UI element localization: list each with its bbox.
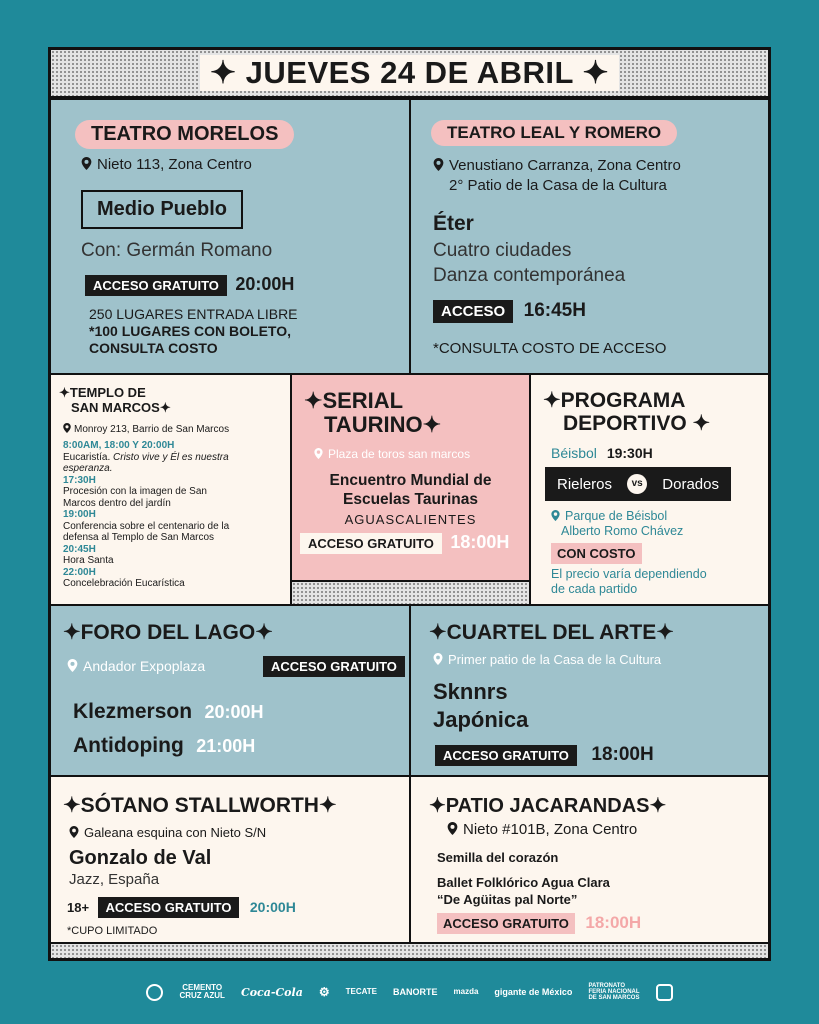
sport-row bbox=[551, 445, 653, 461]
cost-badge: CON COSTO bbox=[551, 543, 642, 564]
schedule-time: 8:00AM, 18:00 Y 20:00H bbox=[63, 440, 175, 451]
description-line-2: Danza contemporánea bbox=[433, 265, 626, 286]
sponsor-gigante: gigante de México bbox=[494, 986, 573, 997]
act-name: Semilla del corazón bbox=[437, 850, 559, 865]
location-pin-icon bbox=[433, 158, 444, 171]
schedule-time: 19:00H bbox=[63, 509, 96, 520]
address bbox=[81, 156, 252, 173]
teatro-leal-panel bbox=[409, 98, 768, 375]
schedule-desc: Concelebración Eucarística bbox=[63, 578, 185, 589]
address-text: Galeana esquina con Nieto S/N bbox=[84, 825, 267, 840]
sponsor-tecate: TECATE bbox=[345, 987, 377, 996]
address-text: Andador Expoplaza bbox=[83, 658, 206, 674]
venue-title: ✦TEMPLO DE SAN MARCOS✦ bbox=[59, 385, 171, 415]
show-time: 20:00H bbox=[249, 899, 296, 915]
event-title-line-2: Escuelas Taurinas bbox=[343, 491, 478, 508]
venue-title: ✦PROGRAMA DEPORTIVO ✦ bbox=[543, 389, 711, 435]
teatro-morelos-panel bbox=[51, 98, 411, 375]
access-badge: ACCESO GRATUITO bbox=[263, 656, 405, 677]
venue-title: ✦SERIAL TAURINO✦ bbox=[304, 388, 442, 437]
venue-title-text: FORO DEL LAGO bbox=[80, 621, 256, 644]
venue-title-line-1: TEMPLO DE bbox=[69, 385, 146, 400]
access-row bbox=[67, 897, 296, 918]
capacity-note: *CUPO LIMITADO bbox=[67, 925, 158, 937]
team-away: Dorados bbox=[662, 475, 719, 493]
sponsor-cocacola: Coca-Cola bbox=[240, 985, 303, 999]
venue-title-text: CUARTEL DEL ARTE bbox=[446, 621, 657, 644]
venue-title: ✦CUARTEL DEL ARTE✦ bbox=[429, 621, 674, 644]
templo-panel bbox=[51, 373, 292, 606]
show-title: Medio Pueblo bbox=[81, 190, 243, 229]
location-pin-icon bbox=[551, 510, 560, 521]
event-title-line-1: Encuentro Mundial de bbox=[329, 472, 492, 489]
venue-title-line-1: PROGRAMA bbox=[560, 389, 686, 412]
capacity-line: 250 LUGARES ENTRADA LIBRE bbox=[89, 306, 298, 322]
venue-title: ✦PATIO JACARANDAS✦ bbox=[429, 795, 667, 817]
show-time: 18:00H bbox=[591, 744, 654, 765]
address bbox=[67, 658, 205, 674]
act-name: Ballet Folklórico Agua Clara bbox=[437, 875, 610, 890]
access-badge: ACCESO bbox=[433, 300, 513, 323]
schedule-desc: Hora Santa bbox=[63, 555, 114, 566]
matchup-bar bbox=[545, 467, 731, 501]
capacity-note bbox=[89, 306, 298, 357]
act-name: Klezmerson bbox=[73, 700, 193, 723]
act-name: Antidoping bbox=[73, 734, 184, 757]
sponsor-seal-icon bbox=[146, 984, 163, 1001]
schedule-desc bbox=[63, 452, 288, 464]
venue-title: ✦FORO DEL LAGO✦ bbox=[63, 621, 273, 644]
address-text: Nieto 113, Zona Centro bbox=[97, 156, 252, 173]
schedule-desc-italic: Cristo vive y Él es nuestra bbox=[113, 451, 229, 463]
address-text: Primer patio de la Casa de la Cultura bbox=[448, 652, 662, 667]
schedule-time: 22:00H bbox=[63, 566, 96, 578]
sponsor-patronato bbox=[588, 983, 639, 1001]
show-description bbox=[433, 238, 625, 288]
fair-logo-icon bbox=[656, 984, 673, 1001]
cost-note: *CONSULTA COSTO DE ACCESO bbox=[433, 340, 667, 357]
show-time: 16:45H bbox=[523, 300, 586, 321]
patio-panel bbox=[409, 775, 768, 945]
access-badge: ACCESO GRATUITO bbox=[300, 533, 442, 554]
serial-taurino-panel bbox=[290, 373, 531, 606]
lineup bbox=[73, 696, 264, 764]
show-artist: Con: Germán Romano bbox=[81, 240, 273, 261]
show-title: Éter bbox=[433, 212, 474, 235]
access-row bbox=[433, 300, 586, 323]
venue-title-line-1: SERIAL bbox=[322, 388, 404, 413]
schedule-desc: defensa al Templo de San Marcos bbox=[63, 532, 215, 543]
access-row bbox=[437, 913, 641, 934]
act-subtitle: “De Agüitas pal Norte” bbox=[437, 892, 578, 907]
poster bbox=[48, 47, 771, 961]
cuartel-panel bbox=[409, 604, 768, 777]
sponsor-patronato-line-3: DE SAN MARCOS bbox=[588, 995, 640, 1001]
address-line-1: Venustiano Carranza, Zona Centro bbox=[449, 157, 681, 174]
location-pin-icon bbox=[63, 423, 71, 433]
show-time: 18:00H bbox=[585, 913, 642, 932]
location-pin-icon bbox=[433, 653, 443, 665]
sponsor-patronato-line-2: FERIA NACIONAL bbox=[588, 989, 640, 995]
address-line-2: 2° Patio de la Casa de la Cultura bbox=[449, 177, 667, 194]
schedule-desc: Procesión con la imagen de San bbox=[63, 486, 207, 497]
act-name: Japónica bbox=[433, 707, 529, 732]
venue-title-line-2: SAN MARCOS bbox=[71, 400, 160, 415]
show-time: 18:00H bbox=[450, 532, 510, 552]
address bbox=[69, 825, 266, 840]
sponsor-cruzazul-line-1: CEMENTO bbox=[182, 983, 223, 992]
address bbox=[447, 821, 637, 838]
lineup bbox=[433, 678, 528, 734]
show-time: 20:00H bbox=[235, 274, 295, 294]
sponsor-cruzazul-line-2: CRUZ AZUL bbox=[179, 991, 225, 1000]
schedule-desc: Conferencia sobre el centenario de la bbox=[63, 520, 230, 532]
location-pin-icon bbox=[81, 157, 92, 170]
venue-title-line-2: DEPORTIVO bbox=[563, 412, 687, 435]
act-time: 20:00H bbox=[204, 702, 264, 722]
price-note-line-1: El precio varía dependiendo bbox=[551, 567, 707, 581]
address-text: Plaza de toros san marcos bbox=[328, 447, 471, 461]
access-badge: ACCESO GRATUITO bbox=[85, 275, 227, 296]
address bbox=[551, 509, 683, 539]
access-badge: ACCESO GRATUITO bbox=[98, 897, 240, 918]
act-time: 21:00H bbox=[196, 736, 256, 756]
venue-title: TEATRO LEAL Y ROMERO bbox=[431, 120, 677, 146]
address bbox=[63, 423, 229, 435]
sponsor-bar bbox=[0, 972, 819, 1012]
venue-title: TEATRO MORELOS bbox=[75, 120, 294, 149]
ticket-line: *100 LUGARES CON BOLETO, bbox=[89, 323, 292, 339]
deportivo-panel bbox=[529, 373, 768, 606]
sotano-panel bbox=[51, 775, 411, 945]
schedule-desc: Marcos dentro del jardín bbox=[63, 497, 171, 509]
header-bar bbox=[51, 50, 768, 98]
stripe-band bbox=[292, 580, 529, 604]
access-row bbox=[300, 532, 509, 554]
page-title: ✦ JUEVES 24 DE ABRIL ✦ bbox=[200, 55, 619, 91]
date-title: JUEVES 24 DE ABRIL bbox=[245, 55, 574, 90]
price-note bbox=[551, 567, 707, 597]
venue-title: ✦SÓTANO STALLWORTH✦ bbox=[63, 794, 337, 817]
act-name: Sknnrs bbox=[433, 679, 508, 704]
act-name: Gonzalo de Val bbox=[69, 847, 212, 869]
schedule bbox=[63, 440, 288, 590]
address bbox=[314, 447, 470, 461]
address-text: Nieto #101B, Zona Centro bbox=[463, 821, 638, 838]
price-note-line-2: de cada partido bbox=[551, 582, 638, 596]
location-pin-icon bbox=[314, 448, 323, 459]
vs-badge: vs bbox=[627, 474, 647, 494]
sponsor-mazda: mazda bbox=[453, 987, 479, 996]
access-row bbox=[85, 274, 294, 296]
access-badge: ACCESO GRATUITO bbox=[435, 745, 577, 766]
foro-panel bbox=[51, 604, 411, 777]
sponsor-logo-icon: ⚙ bbox=[318, 985, 330, 999]
sponsor-banorte: BANORTE bbox=[393, 986, 438, 997]
lineup bbox=[437, 849, 610, 908]
schedule-time: 20:45H bbox=[63, 543, 96, 555]
location-pin-icon bbox=[447, 822, 458, 835]
sport-name: Béisbol bbox=[551, 445, 597, 461]
event-title bbox=[292, 471, 529, 509]
sponsor-patronato-line-1: PATRONATO bbox=[588, 983, 625, 989]
address bbox=[433, 652, 661, 667]
footer-stripe bbox=[51, 942, 768, 958]
cost-line: CONSULTA COSTO bbox=[89, 340, 218, 356]
address-line-1: Parque de Béisbol bbox=[565, 509, 668, 523]
access-row bbox=[435, 744, 654, 766]
schedule-desc-italic: esperanza. bbox=[63, 463, 113, 474]
game-time: 19:30H bbox=[606, 445, 653, 461]
schedule-time: 17:30H bbox=[63, 474, 96, 486]
address-line-2: Alberto Romo Chávez bbox=[561, 524, 684, 538]
age-restriction: 18+ bbox=[67, 900, 90, 915]
location-pin-icon bbox=[67, 659, 78, 672]
venue-title-line-2: TAURINO bbox=[324, 412, 423, 437]
venue-title-text: PATIO JACARANDAS bbox=[445, 795, 650, 817]
act-genre: Jazz, España bbox=[69, 871, 160, 888]
sponsor-cruzazul bbox=[179, 984, 224, 1000]
venue-title-text: SÓTANO STALLWORTH bbox=[80, 794, 319, 817]
team-home: Rieleros bbox=[557, 475, 613, 493]
address-text: Monroy 213, Barrio de San Marcos bbox=[74, 424, 230, 435]
schedule-desc-text: Eucaristía. bbox=[63, 451, 111, 463]
description-line-1: Cuatro ciudades bbox=[433, 240, 572, 261]
access-badge: ACCESO GRATUITO bbox=[437, 913, 575, 934]
location-pin-icon bbox=[69, 826, 79, 838]
event-city: AGUASCALIENTES bbox=[344, 512, 477, 527]
address bbox=[433, 156, 681, 196]
